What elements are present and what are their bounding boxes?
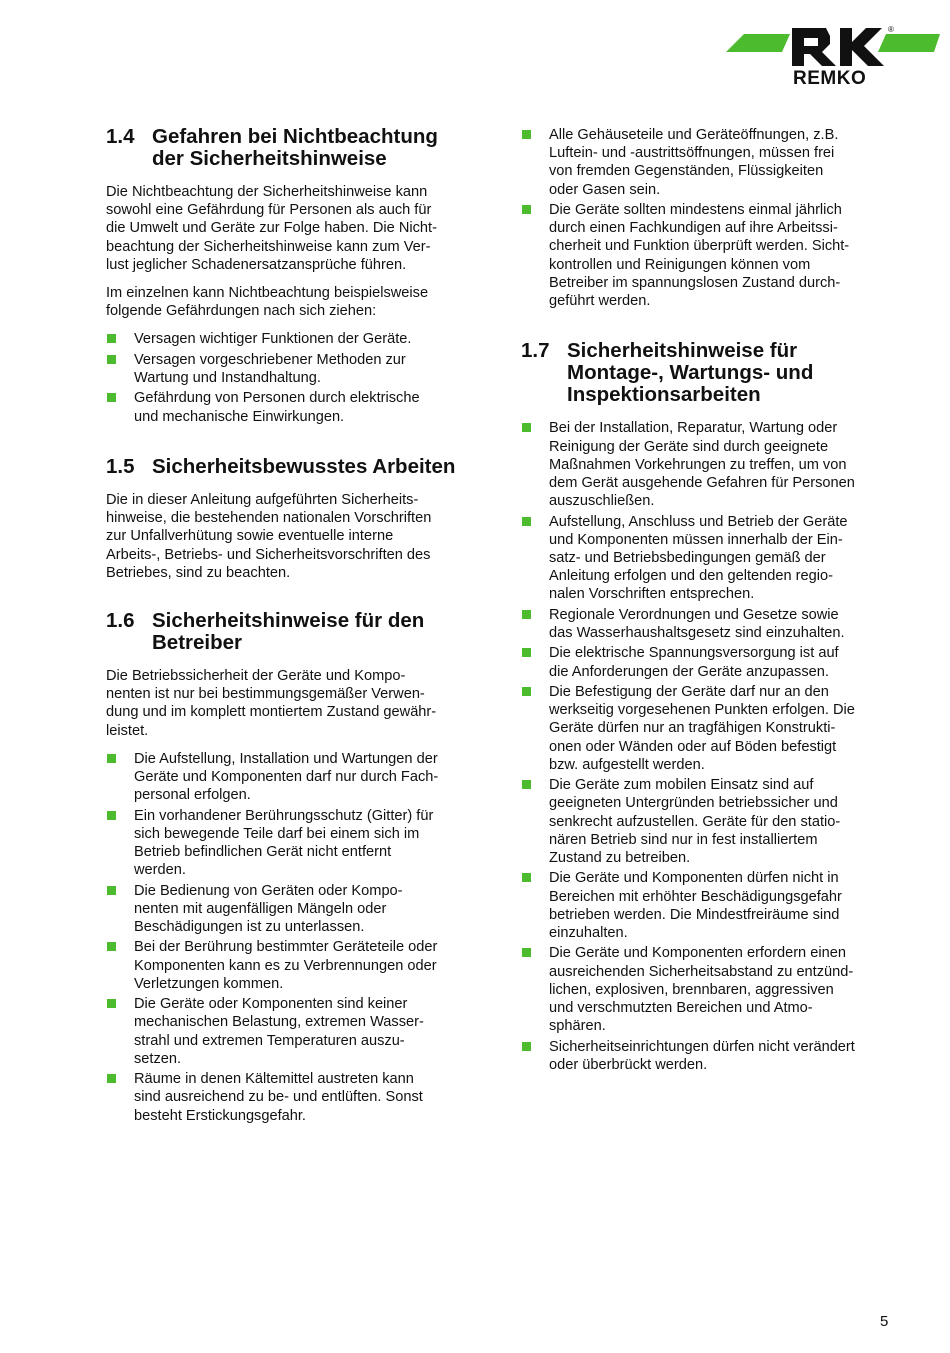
list-item-text: Die Geräte und Komponenten dürfen nicht in Bereichen mit erhöhter Beschädigungsgefahr betrieben werden. Die Mindestfreiräume sind einzuhalten. [549, 870, 842, 942]
section-number: 1.7 [521, 339, 550, 363]
list-item [521, 126, 893, 199]
bullet-square-icon [107, 355, 116, 364]
bullet-square-icon [107, 999, 116, 1008]
section-number: 1.5 [106, 455, 135, 478]
list-item-text: Bei der Berührung bestimmter Geräteteile oder Komponenten kann es zu Verbrennungen oder Verletzungen kommen. [134, 939, 438, 992]
list-item-text: Sicherheitseinrichtungen dürfen nicht verändert oder überbrückt werden. [549, 1038, 855, 1073]
section-title: Gefahren bei Nichtbeachtung der Sicherheitshinweise [152, 125, 438, 170]
list-item [521, 1038, 893, 1074]
list-item [521, 419, 893, 510]
logo-mark [792, 28, 836, 66]
bullet-square-icon [107, 886, 116, 895]
bullet-square-icon [522, 517, 531, 526]
section-1-6-list [106, 750, 478, 1125]
bullet-square-icon [522, 610, 531, 619]
list-item-text: Räume in denen Kältemittel austreten kann sind ausreichend zu be- und entlüften. Sonst besteht Erstickungsgefahr. [134, 1071, 423, 1124]
section-title: Sicherheitshinweise für den Betreiber [152, 609, 425, 655]
bullet-square-icon [522, 687, 531, 696]
bullet-square-icon [107, 334, 116, 343]
bullet-square-icon [107, 754, 116, 763]
bullet-square-icon [107, 942, 116, 951]
list-item [106, 1070, 478, 1125]
list-item-text: Regionale Verordnungen und Gesetze sowie das Wasserhaushaltsgesetz sind einzuhalten. [549, 606, 845, 642]
list-item-text: Die elektrische Spannungsversorgung ist auf die Anforderungen der Geräte anzupassen. [549, 645, 839, 680]
list-item [106, 389, 478, 425]
list-item [521, 606, 893, 642]
section-1-4-paragraph-1: Die Nichtbeachtung der Sicherheitshinweise kann sowohl eine Gefährdung für Personen als auch für die Umwelt und Geräte zur Folge haben. Die Nicht- beachtung der Sicherheitshinweise kann zum Ver- lust jeglicher Schadenersatzansprüche führen. [106, 184, 437, 273]
list-item [521, 513, 893, 604]
bullet-square-icon [522, 130, 531, 139]
logo-brand-text: REMKO [793, 68, 867, 88]
bullet-square-icon [107, 393, 116, 402]
section-1-5-heading [106, 456, 478, 478]
bullet-square-icon [522, 873, 531, 882]
bullet-square-icon [522, 205, 531, 214]
logo-green-stripe-left [726, 34, 790, 52]
page-number: 5 [880, 1313, 889, 1330]
bullet-square-icon [107, 1074, 116, 1083]
bullet-square-icon [107, 811, 116, 820]
list-item-text: Die Bedienung von Geräten oder Kompo- nenten mit augenfälligen Mängeln oder Beschädigungen ist zu unterlassen. [134, 882, 403, 936]
bullet-square-icon [522, 948, 531, 957]
logo-green-stripe-right [878, 34, 940, 52]
logo-mark-k [840, 28, 884, 66]
list-item [521, 944, 893, 1035]
section-1-5-paragraph: Die in dieser Anleitung aufgeführten Sicherheits- hinweise, die bestehenden nationalen Vorschriften zur Unfallverhütung sowie eventuelle interne Arbeits-, Betriebs- und Sicherheitsvorschriften des Betriebes, sind zu beachten. [106, 492, 432, 581]
list-item-text: Die Aufstellung, Installation und Wartungen der Geräte und Komponenten darf nur durch Fach- personal erfolgen. [134, 750, 439, 804]
list-item [521, 869, 893, 942]
list-item-text: Bei der Installation, Reparatur, Wartung oder Reinigung der Geräte sind durch geeignete Maßnahmen Vorkehrungen zu treffen, um von dem Gerät ausgehende Gefahren für Personen auszuschließen. [549, 420, 855, 510]
left-column [106, 126, 478, 1127]
section-1-4-heading [106, 126, 478, 170]
section-number: 1.6 [106, 609, 135, 633]
section-1-4-list [106, 330, 478, 425]
section-1-6-list-continued [521, 126, 893, 310]
list-item [106, 995, 478, 1068]
list-item-text: Die Geräte zum mobilen Einsatz sind auf geeigneten Untergründen betriebssicher und senkrecht aufzustellen. Geräte für den statio- nären Betrieb sind nur in fest installiertem Zustand zu betreiben. [549, 777, 841, 867]
bullet-square-icon [522, 648, 531, 657]
list-item [106, 330, 478, 348]
list-item [106, 882, 478, 937]
list-item-text: Die Geräte sollten mindestens einmal jährlich durch einen Fachkundigen auf ihre Arbeitssi- cherheit und Funktion überprüft werden. Sicht- kontrollen und Reinigungen können vom Betreiber im spannungslosen Zustand durch- geführt werden. [549, 202, 850, 310]
section-1-4-paragraph-2: Im einzelnen kann Nichtbeachtung beispielsweise folgende Gefährdungen nach sich ziehen: [106, 285, 429, 320]
list-item [106, 807, 478, 880]
list-item-text: Aufstellung, Anschluss und Betrieb der Geräte und Komponenten müssen innerhalb der Ein- satz- und Betriebsbedingungen gemäß der Anleitung erfolgen und den geltenden regio- nalen Vorschriften entsprechen. [549, 513, 848, 603]
section-1-7-heading [521, 340, 893, 406]
list-item-text: Ein vorhandener Berührungsschutz (Gitter) für sich bewegende Teile darf bei einem sich im Betrieb befindlichen Gerät nicht entfernt werden. [134, 807, 434, 879]
list-item [106, 750, 478, 805]
section-1-6-paragraph: Die Betriebssicherheit der Geräte und Kompo- nenten ist nur bei bestimmungsgemäßer Verwen- dung und im komplett montiertem Zustand gewähr- leistet. [106, 668, 437, 739]
list-item [521, 201, 893, 310]
section-1-6-heading [106, 610, 478, 654]
section-title: Sicherheitshinweise für Montage-, Wartungs- und Inspektionsarbeiten [567, 339, 814, 407]
section-number: 1.4 [106, 125, 135, 148]
list-item-text: Die Geräte und Komponenten erfordern einen ausreichenden Sicherheitsabstand zu entzünd- lichen, explosiven, brennbaren, aggressiven und verschmutzten Bereichen und Atmo- sphären. [549, 945, 854, 1035]
list-item-text: Gefährdung von Personen durch elektrische und mechanische Einwirkungen. [134, 390, 420, 425]
list-item-text: Alle Gehäuseteile und Geräteöffnungen, z.B. Luftein- und -austrittsöffnungen, müssen frei von fremden Gegenständen, Flüssigkeiten oder Gasen sein. [549, 127, 839, 198]
list-item-text: Die Befestigung der Geräte darf nur an den werkseitig vorgesehenen Punkten erfolgen. Die Geräte dürfen nur an tragfähigen Konstrukti- onen oder Wänden oder auf Böden befestigt bzw. aufgestellt werden. [549, 684, 855, 773]
list-item [521, 683, 893, 774]
logo-registered-mark: ® [888, 25, 894, 34]
list-item [521, 644, 893, 680]
bullet-square-icon [522, 423, 531, 432]
list-item-text: Versagen vorgeschriebener Methoden zur Wartung und Instandhaltung. [134, 351, 406, 387]
remko-logo [726, 22, 944, 88]
right-column [521, 126, 893, 1076]
section-title: Sicherheitsbewusstes Arbeiten [152, 455, 456, 478]
bullet-square-icon [522, 1042, 531, 1051]
list-item-text: Versagen wichtiger Funktionen der Geräte. [134, 331, 412, 348]
bullet-square-icon [522, 780, 531, 789]
list-item-text: Die Geräte oder Komponenten sind keiner mechanischen Belastung, extremen Wasser- strahl und extremen Temperaturen auszu- setzen. [134, 996, 424, 1067]
list-item [106, 938, 478, 993]
section-1-7-list [521, 419, 893, 1074]
list-item [521, 776, 893, 867]
list-item [106, 351, 478, 387]
